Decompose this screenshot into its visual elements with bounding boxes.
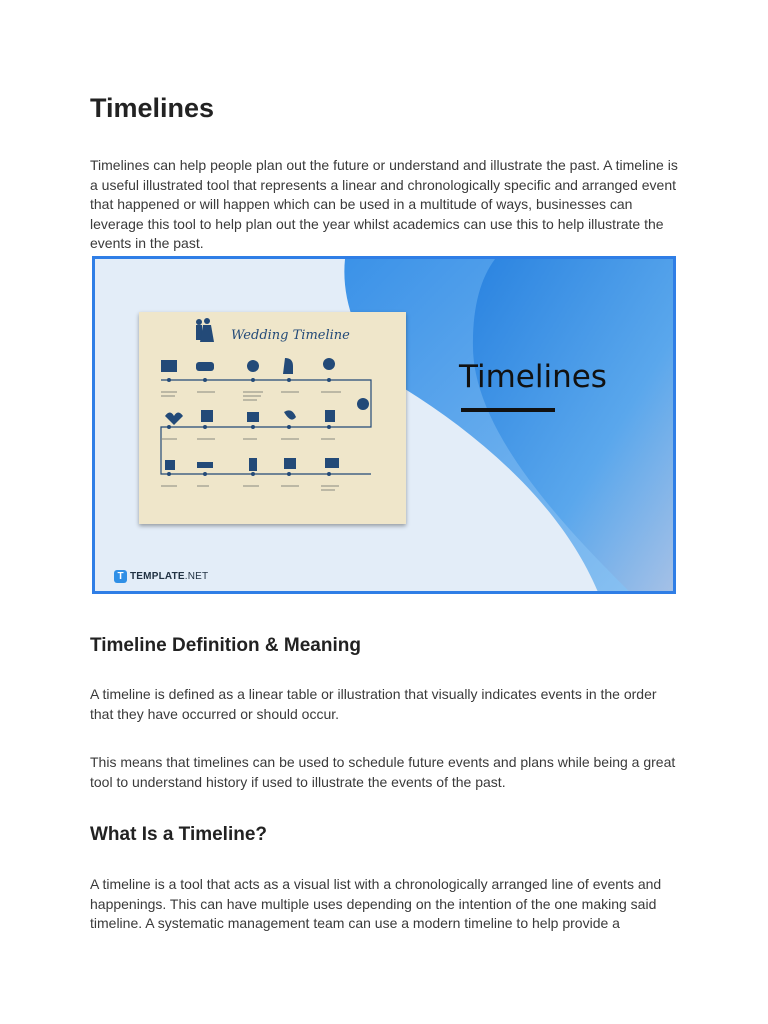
wedding-timeline-card xyxy=(139,312,406,524)
timelines-banner-image xyxy=(92,256,676,594)
section-heading-what-is: What Is a Timeline? xyxy=(90,824,268,845)
brand-name: TEMPLATE xyxy=(130,571,185,582)
wedding-timeline-illustration xyxy=(139,312,406,524)
brand-suffix: .NET xyxy=(184,571,209,582)
section-heading-definition: Timeline Definition & Meaning xyxy=(90,635,361,656)
template-net-logo xyxy=(114,570,208,583)
definition-paragraph-2: This means that timelines can be used to schedule future events and plans while being a great tool to understand history if used to illustrate the events of the past. xyxy=(90,754,676,790)
banner-title-underline xyxy=(461,408,555,412)
page-title: Timelines xyxy=(90,93,215,123)
definition-paragraph-1: A timeline is defined as a linear table or illustration that visually indicates events in the order that they have occurred or should occur. xyxy=(90,686,657,722)
what-is-paragraph-1: A timeline is a tool that acts as a visual list with a chronologically arranged line of events and happenings. This can have multiple uses depending on the intention of the one making said timeline. A systematic management team can use a modern timeline to help provide a xyxy=(90,876,662,931)
card-title: Wedding Timeline xyxy=(231,328,350,343)
intro-paragraph: Timelines can help people plan out the future or understand and illustrate the past. A timeline is a useful illustrated tool that represents a linear and chronologically specific and arranged event that happened or will happen which can be used in a multitude of ways, businesses can leverage this tool to help plan out the year whilst academics can use this to help illustrate the events in the past. xyxy=(90,157,678,251)
banner-title: Timelines xyxy=(459,359,607,395)
template-net-icon: T xyxy=(114,570,127,583)
